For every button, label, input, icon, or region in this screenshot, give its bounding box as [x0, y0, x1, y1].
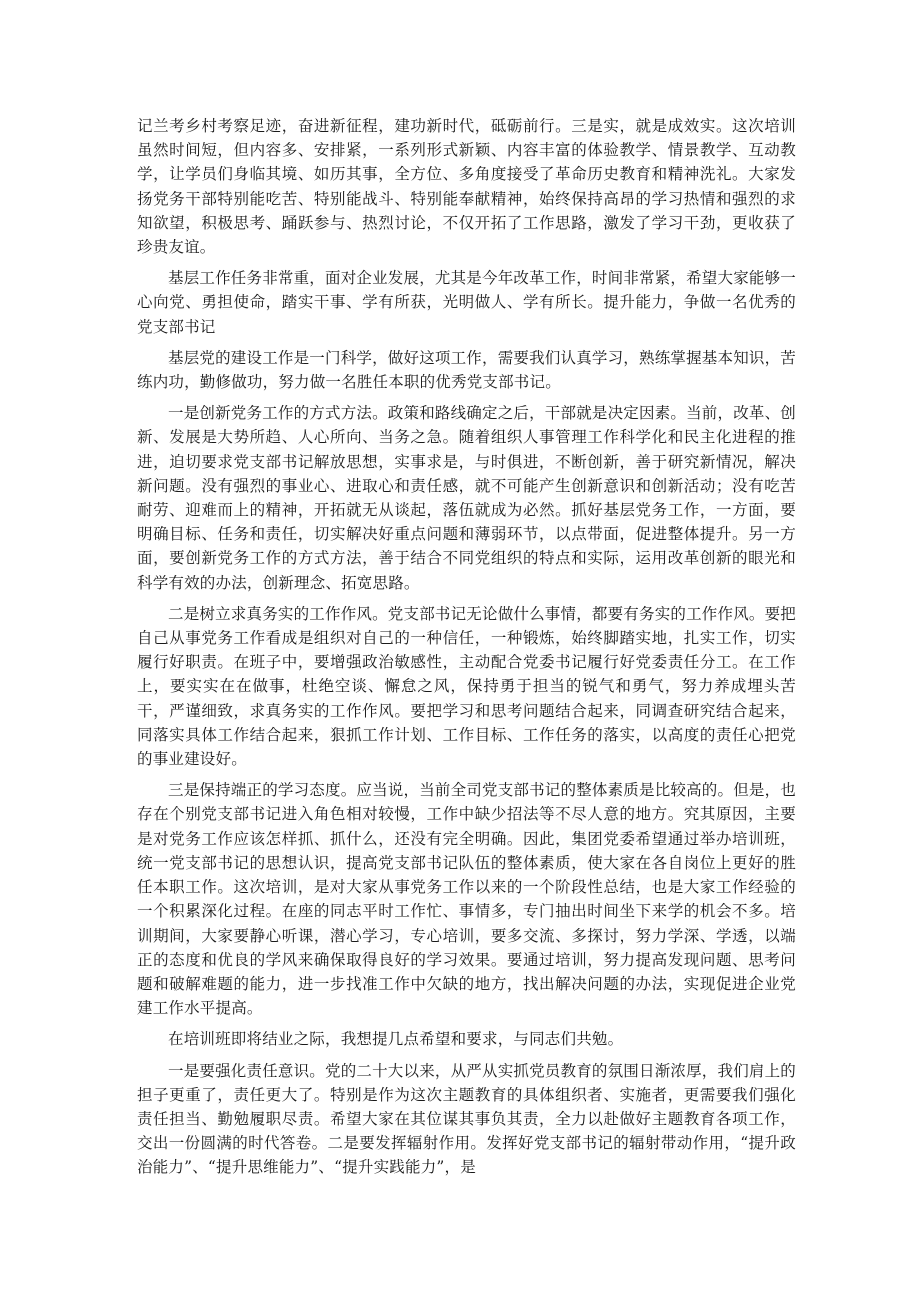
- paragraph-2: 基层工作任务非常重，面对企业发展，尤其是今年改革工作，时间非常紧，希望大家能够一心向党、勇担使命，踏实干事、学有所获，光明做人、学有所长。提升能力，争做一名优秀的党支部书记: [137, 269, 797, 336]
- paragraph-5: 二是树立求真务实的工作作风。党支部书记无论做什么事情，都要有务实的工作作风。要把自己从事党务工作看成是组织对自己的一种信任，一种锻炼，始终脚踏实地，扎实工作，切实履行好职责。在班子中，要增强政治敏感性，主动配合党委书记履行好党委责任分工。在工作上，要实实在在做事，杜绝空谈、懈怠之风，保持勇于担当的锐气和勇气，努力养成埋头苦干，严谨细致，求真务实的工作作风。要把学习和思考问题结合起来，同调查研究结合起来，同落实具体工作结合起来，狠抓工作计划、工作目标、工作任务的落实，以高度的责任心把党的事业建设好。: [137, 604, 797, 769]
- paragraph-6: 三是保持端正的学习态度。应当说，当前全司党支部书记的整体素质是比较高的。但是，也存在个别党支部书记进入角色相对较慢，工作中缺少招法等不尽人意的地方。究其原因，主要是对党务工作应该怎样抓、抓什么，还没有完全明确。因此，集团党委希望通过举办培训班，统一党支部书记的思想认识，提高党支部书记队伍的整体素质，使大家在各自岗位上更好的胜任本职工作。这次培训，是对大家从事党务工作以来的一个阶段性总结，也是大家工作经验的一个积累深化过程。在座的同志平时工作忙、事情多，专门抽出时间坐下来学的机会不多。培训期间，大家要静心听课，潜心学习，专心培训，要多交流、多探讨，努力学深、学透，以端正的态度和优良的学风来确保取得良好的学习效果。要通过培训，努力提高发现问题、思考问题和破解难题的能力，进一步找准工作中欠缺的地方，找出解决问题的办法，实现促进企业党建工作水平提高。: [137, 781, 797, 1018]
- paragraph-1: 记兰考乡村考察足迹，奋进新征程，建功新时代，砥砺前行。三是实，就是成效实。这次培训虽然时间短，但内容多、安排紧，一系列形式新颖、内容丰富的体验教学、情景教学、互动教学，让学员们身临其境、如历其事，全方位、多角度接受了革命历史教育和精神洗礼。大家发扬党务干部特别能吃苦、特别能战斗、特别能奉献精神，始终保持高昂的学习热情和强烈的求知欲望，积极思考、踊跃参与、热烈讨论，不仅开拓了工作思路，激发了学习干劲，更收获了珍贵友谊。: [137, 117, 796, 257]
- document-body: [137, 114, 796, 1187]
- paragraph-4: 一是创新党务工作的方式方法。政策和路线确定之后，干部就是决定因素。当前，改革、创新、发展是大势所趋、人心所向、当务之急。随着组织人事管理工作科学化和民主化进程的推进，迫切要求党支部书记解放思想，实事求是，与时俱进，不断创新，善于研究新情况，解决新问题。没有强烈的事业心、进取心和责任感，就不可能产生创新意识和创新活动；没有吃苦耐劳、迎难而上的精神，开拓就无从谈起，落伍就成为必然。抓好基层党务工作，一方面，要明确目标、任务和责任，切实解决好重点问题和薄弱环节，以点带面，促进整体提升。另一方面，要创新党务工作的方式方法，善于结合不同党组织的特点和实际，运用改革创新的眼光和科学有效的办法，创新理念、拓宽思路。: [137, 404, 797, 592]
- paragraph-8: 一是要强化责任意识。党的二十大以来，从严从实抓党员教育的氛围日渐浓厚，我们肩上的担子更重了，责任更大了。特别是作为这次主题教育的具体组织者、实施者，更需要我们强化责任担当、勤勉履职尽责。希望大家在其位谋其事负其责，全力以赴做好主题教育各项工作，交出一份圆满的时代答卷。二是要发挥辐射作用。发挥好党支部书记的辐射带动作用，“提升政治能力”、“提升思维能力”、“提升实践能力”，是: [137, 1061, 797, 1177]
- paragraph-3: 基层党的建设工作是一门科学，做好这项工作，需要我们认真学习，熟练掌握基本知识，苦练内功，勤修做功，努力做一名胜任本职的优秀党支部书记。: [137, 348, 797, 392]
- paragraph-7: 在培训班即将结业之际，我想提几点希望和要求，与同志们共勉。: [168, 1030, 624, 1049]
